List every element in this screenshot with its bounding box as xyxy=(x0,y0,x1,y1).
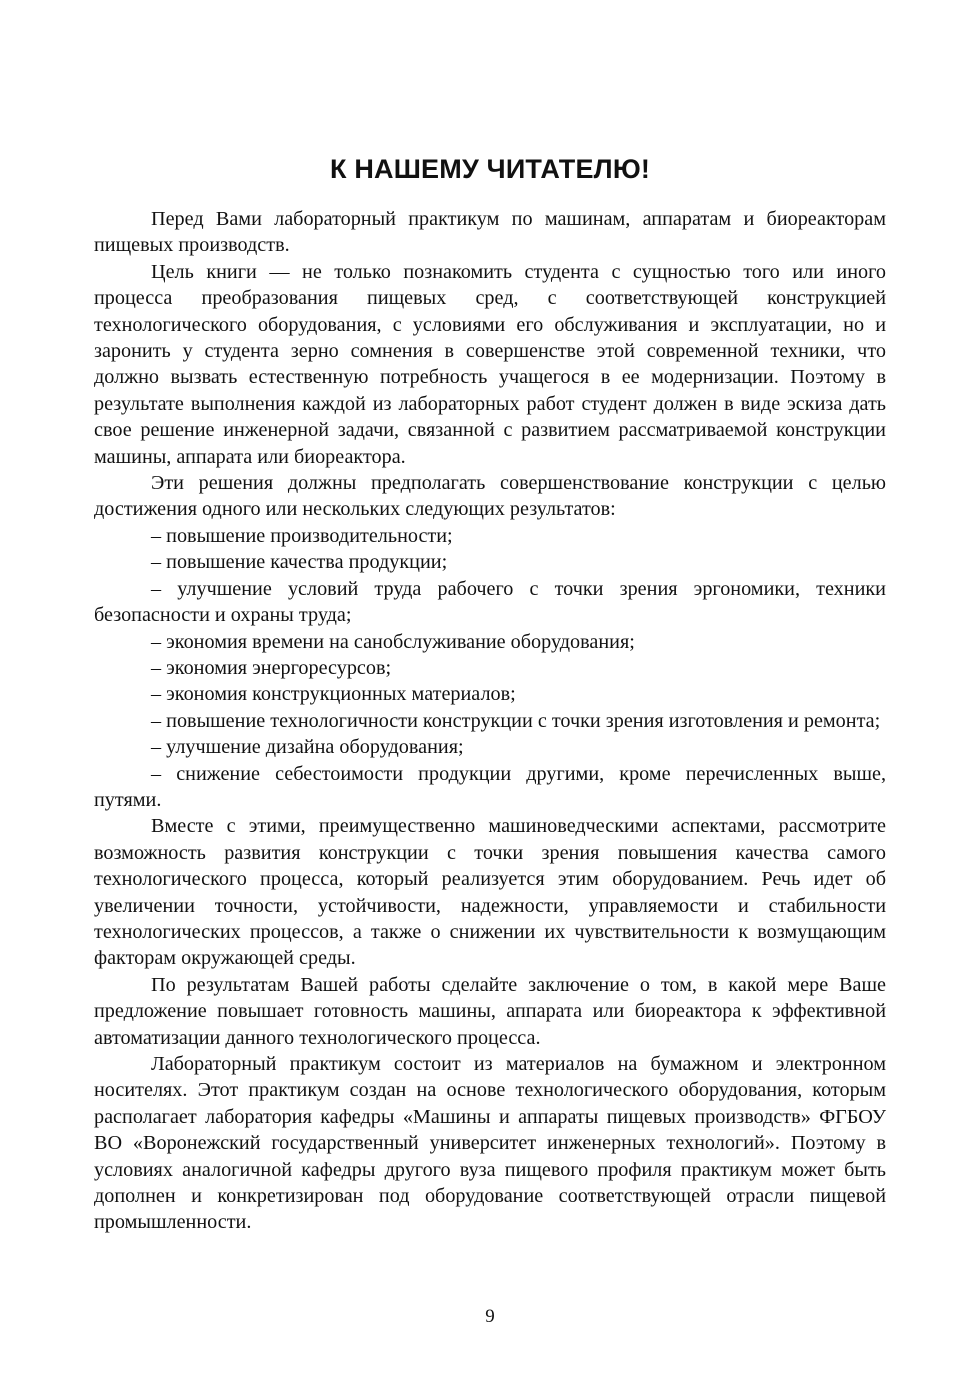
list-item-manufacturability: – повышение технологичности конструкции с точки зрения изготовления и ремонта; xyxy=(151,709,881,732)
paragraph-materials: Лабораторный практикум состоит из материалов на бумажном и электронном носителях. Этот практикум создан на основе технологического оборудования, которым располагает лаборатория кафедры «Машины и аппараты пищевых производств» ФГБОУ ВО «Воронежский государственный университет инженерных технологий». Поэтому в условиях аналогичной кафедры другого вуза пищевого профиля практикум может быть дополнен и конкретизирован под оборудование соответствующей отрасли пищевой промышленности. xyxy=(94,1053,886,1234)
body-text xyxy=(94,206,886,1236)
list-item-materials: – экономия конструкционных материалов; xyxy=(151,683,516,706)
list-item-design: – улучшение дизайна оборудования; xyxy=(151,736,464,759)
document-page xyxy=(94,150,886,1300)
paragraph-book-goal: Цель книги — не только познакомить студента с сущностью того или иного процесса преобразования пищевых сред, с соответствующей конструкцией технологического оборудования, с условиями его обслуживания и эксплуатации, но и заронить у студента зерно сомнения в совершенстве этой современной техники, что должно вызвать естественную потребность учащегося в ее модернизации. Поэтому в результате выполнения каждой из лабораторных работ студент должен в виде эскиза дать свое решение инженерной задачи, связанной с развитием рассматриваемой конструкции машины, аппарата или биореактора. xyxy=(94,260,886,468)
list-item-quality: – повышение качества продукции; xyxy=(151,551,448,574)
paragraph-solutions: Эти решения должны предполагать совершенствование конструкции с целью достижения одного или нескольких следующих результатов: xyxy=(94,472,886,521)
list-item-sanitation-time: – экономия времени на санобслуживание оборудования; xyxy=(151,630,635,653)
list-item-productivity: – повышение производительности; xyxy=(151,524,453,547)
paragraph-process-quality: Вместе с этими, преимущественно машиноведческими аспектами, рассмотрите возможность развития конструкции с точки зрения повышения качества самого технологического процесса, который реализуется этим оборудованием. Речь идет об увеличении точности, устойчивости, надежности, управляемости и стабильности технологических процессов, а также о снижении их чувствительности к возмущающим факторам окружающей среды. xyxy=(94,815,886,970)
paragraph-conclusion: По результатам Вашей работы сделайте заключение о том, в какой мере Ваше предложение повышает готовность машины, аппарата или биореактора к эффективной автоматизации данного технологического процесса. xyxy=(94,973,886,1049)
list-item-energy: – экономия энергоресурсов; xyxy=(151,656,392,679)
paragraph-intro: Перед Вами лабораторный практикум по машинам, аппаратам и биореакторам пищевых производств. xyxy=(94,208,886,257)
list-item-cost: – снижение себестоимости продукции другими, кроме перечисленных выше, путями. xyxy=(94,762,886,811)
page-number: 9 xyxy=(485,1306,495,1327)
list-item-working-conditions: – улучшение условий труда рабочего с точки зрения эргономики, техники безопасности и охраны труда; xyxy=(94,577,886,627)
page-title: К НАШЕМУ ЧИТАТЕЛЮ! xyxy=(329,154,651,184)
